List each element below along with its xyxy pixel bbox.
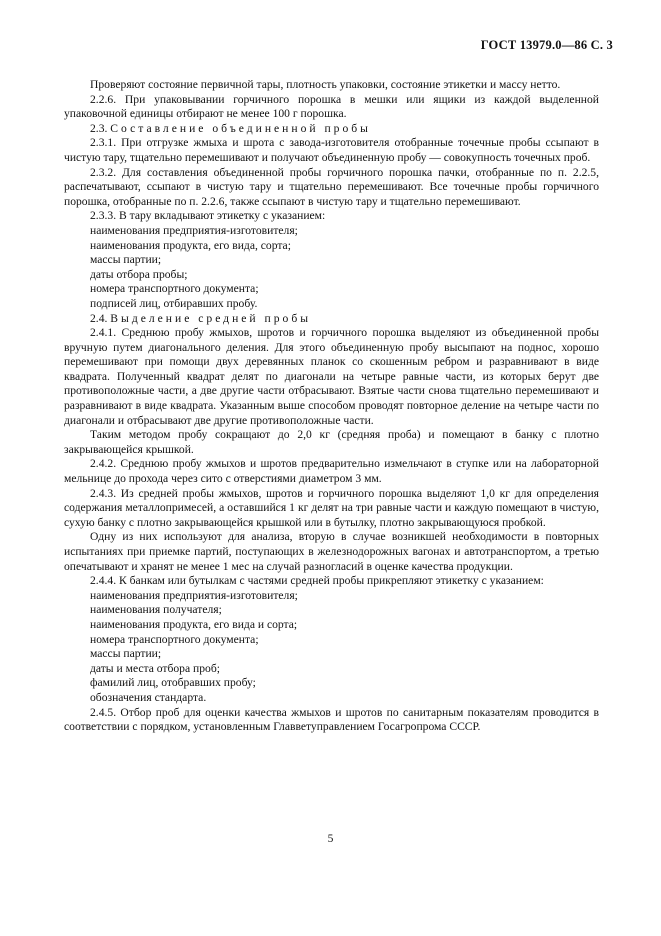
list-item: массы партии;	[90, 647, 162, 661]
paragraph: 2.2.6. При упаковывании горчичного порошка в мешки или ящики из каждой выделенной упаковочной единицы отбирают не менее 100 г порошка.	[64, 92, 599, 121]
section-title: Выделение средней пробы	[110, 311, 312, 325]
paragraph: 2.4.2. Среднюю пробу жмыхов и шротов предварительно измельчают в ступке или на лабораторной мельнице до прохода через сито с отверстиями диаметром 3 мм.	[64, 457, 599, 486]
paragraph: 2.4.1. Среднюю пробу жмыхов, шротов и горчичного порошка выделяют из объединенной пробы вручную путем диагонального деления. Для этого объединенную пробу высыпают на поднос, хорошо перемешивают при помощи двух деревянных планок со скошенным ребром и разравнивают в виде квадрата. Полученный квадрат делят по диагонали на четыре равные части, из которых берут две противоположные части, а две другие части отбрасывают. Взятые части снова тщательно перемешивают и разравнивают в виде квадрата. Указанным выше способом проводят повторное деление на четыре части по диагонали и отбрасывают две другие противоположные части.	[64, 326, 599, 427]
paragraph: Таким методом пробу сокращают до 2,0 кг (средняя проба) и помещают в банку с плотно закрывающейся крышкой.	[64, 428, 599, 456]
paragraph: 2.4.5. Отбор проб для оценки качества жмыхов и шротов по санитарным показателям проводится в соответствии с порядком, установленным Главветуправлением Госагропрома СССР.	[64, 705, 599, 734]
paragraph: 2.3.2. Для составления объединенной пробы горчичного порошка пачки, отобранные по п. 2.2.5, распечатывают, ссыпают в чистую тару и тщательно перемешивают. Все точечные пробы горчичного порошка, отобранные по п. 2.2.6, также ссыпают в чистую тару и тщательно перемешивают.	[64, 165, 599, 208]
list-item: наименования продукта, его вида, сорта;	[90, 238, 291, 252]
paragraph: Проверяют состояние первичной тары, плотность упаковки, состояние этикетки и массу нетто.	[90, 78, 561, 91]
paragraph: 2.4.4. К банкам или бутылкам с частями средней пробы прикрепляют этикетку с указанием:	[90, 574, 544, 588]
list-item: наименования продукта, его вида и сорта;	[90, 617, 298, 631]
page-header: ГОСТ 13979.0—86 С. 3	[480, 38, 613, 52]
section-title: Составление объединенной пробы	[110, 121, 371, 135]
section-heading	[64, 122, 599, 137]
list-item: номера транспортного документа;	[90, 632, 259, 646]
document-body	[64, 78, 599, 735]
section-number: 2.3.	[90, 121, 111, 135]
list-item: наименования предприятия-изготовителя;	[90, 588, 298, 602]
section-number: 2.4.	[90, 311, 111, 325]
section-heading	[64, 312, 599, 327]
list-item: наименования получателя;	[90, 603, 222, 617]
list-item: фамилий лиц, отобравших пробу;	[90, 676, 256, 690]
list-item: наименования предприятия-изготовителя;	[90, 223, 298, 237]
list-item: обозначения стандарта.	[90, 690, 207, 704]
paragraph: 2.4.3. Из средней пробы жмыхов, шротов и горчичного порошка выделяют 1,0 кг для определения содержания металлопримесей, а оставшийся 1 кг делят на три равные части и каждую помещают в чистую, сухую банку с плотно закрывающейся крышкой или в бутылку, плотно закрывающуюся пробкой.	[64, 486, 599, 529]
paragraph: Одну из них используют для анализа, вторую в случае возникшей необходимости в повторных испытаниях при приемке партий, поступающих в железнодорожных вагонах и автотранспортом, а третью опечатывают и хранят не менее 1 мес на случай разногласий в оценке качества продукции.	[64, 530, 599, 573]
list-item: даты отбора пробы;	[90, 267, 188, 281]
paragraph: 2.3.3. В тару вкладывают этикетку с указанием:	[90, 209, 326, 223]
list-item: подписей лиц, отбиравших пробу.	[90, 296, 258, 310]
list-item: даты и места отбора проб;	[90, 661, 220, 675]
page-number: 5	[327, 833, 334, 845]
paragraph: 2.3.1. При отгрузке жмыха и шрота с завода-изготовителя отобранные точечные пробы ссыпают в чистую тару, тщательно перемешивают и получают объединенную пробу — совокупность точечных проб.	[64, 136, 599, 164]
list-item: номера транспортного документа;	[90, 282, 259, 296]
list-item: массы партии;	[90, 253, 162, 267]
